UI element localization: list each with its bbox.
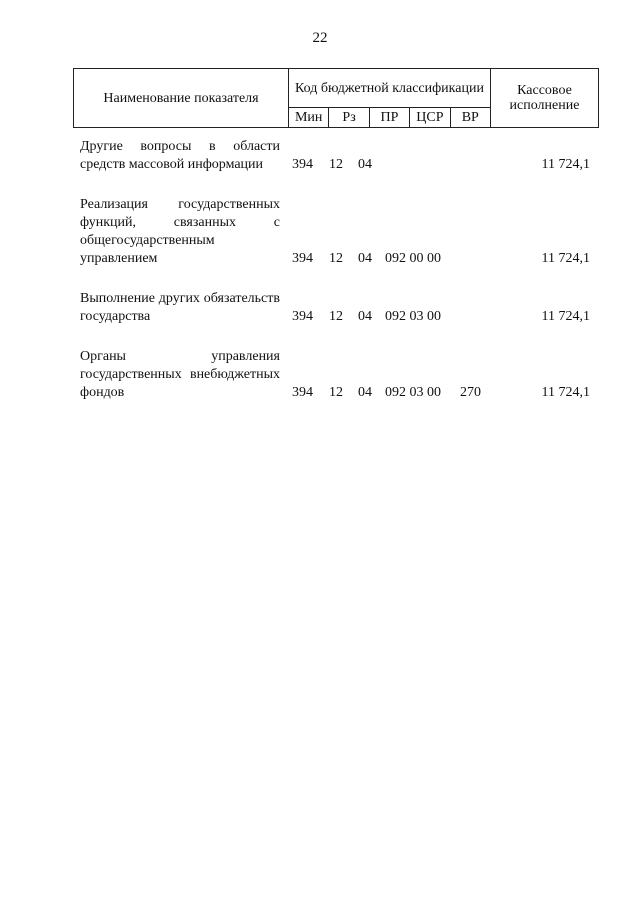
header-vr: ВР [450,108,490,128]
table-row [80,348,600,402]
row-amount: 11 724,1 [541,385,590,400]
row-pr: 04 [358,385,372,400]
row-min: 394 [292,385,313,400]
table-row [80,290,600,326]
row-pr: 04 [358,309,372,324]
row-amount: 11 724,1 [541,251,590,266]
table-header [73,68,599,128]
row-rz: 12 [329,157,343,172]
row-min: 394 [292,309,313,324]
page-number: 22 [312,30,328,46]
header-rz: Рз [329,108,369,128]
header-cash: Кассовое исполнение [491,69,599,128]
row-csr: 092 03 00 [385,309,441,324]
header-pr: ПР [369,108,409,128]
row-min: 394 [292,157,313,172]
table-row [80,138,600,174]
row-pr: 04 [358,157,372,172]
row-amount: 11 724,1 [541,309,590,324]
row-amount: 11 724,1 [541,157,590,172]
row-label: Другие вопросы в области средств массовой информации [80,139,280,172]
row-min: 394 [292,251,313,266]
header-name: Наименование показателя [74,69,289,128]
header-min: Мин [289,108,329,128]
table-row [80,196,600,268]
row-label: Выполнение других обязательств государства [80,291,280,324]
header-code-group: Код бюджетной классификации [289,69,491,108]
row-label: Реализация государственных функций, связанных с общегосударственным управлением [80,197,280,266]
table-body [80,138,600,424]
header-csr: ЦСР [410,108,450,128]
row-rz: 12 [329,251,343,266]
row-label: Органы управления государственных внебюджетных фондов [80,349,280,400]
row-vr: 270 [460,385,481,400]
row-csr: 092 00 00 [385,251,441,266]
row-csr: 092 03 00 [385,385,441,400]
row-rz: 12 [329,309,343,324]
row-pr: 04 [358,251,372,266]
row-rz: 12 [329,385,343,400]
